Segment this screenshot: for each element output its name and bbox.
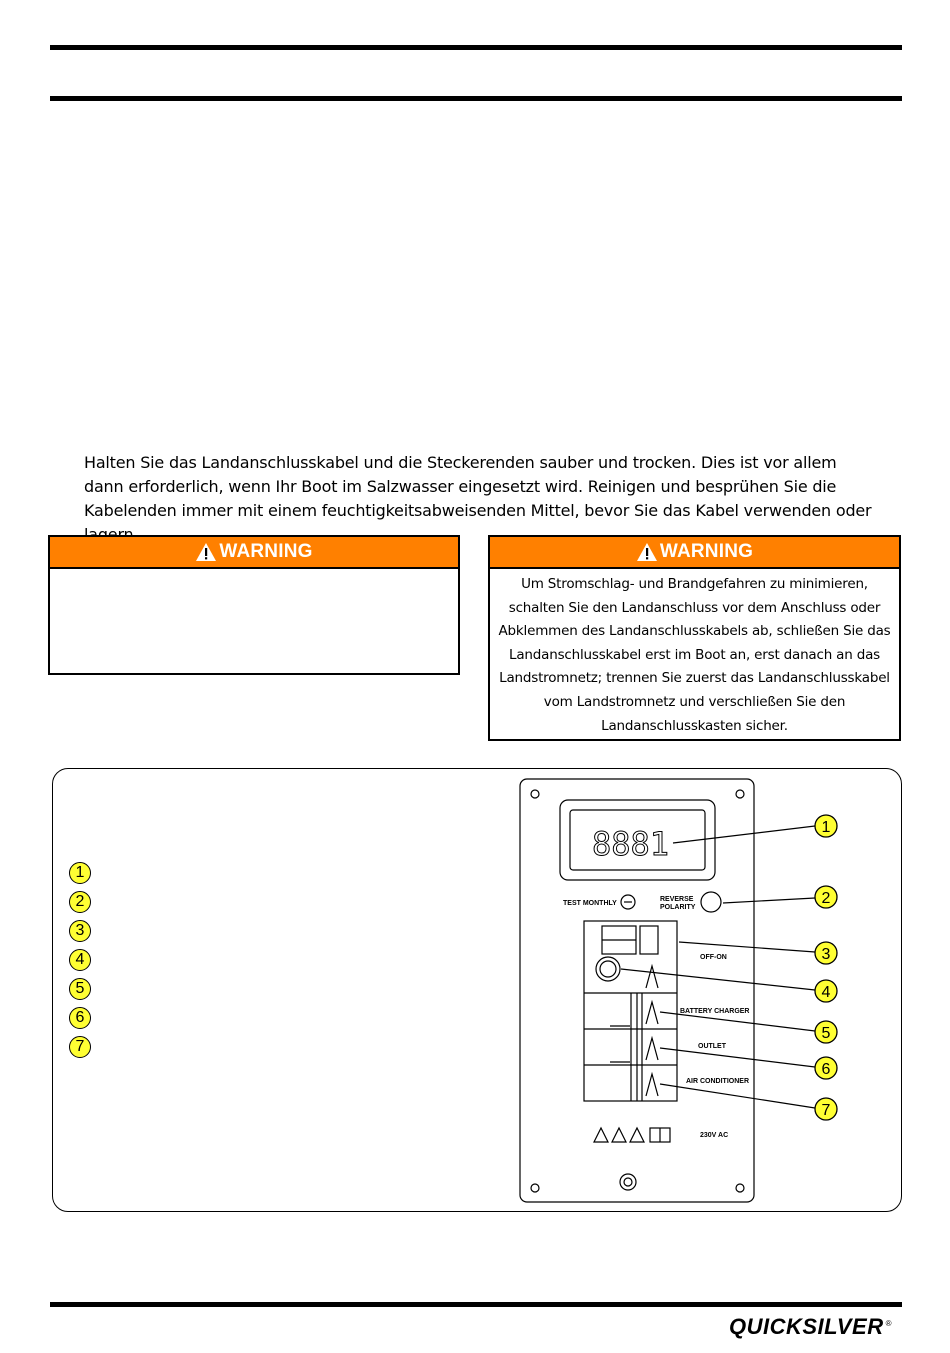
legend-badge: 2 <box>69 891 91 913</box>
callout-number: 2 <box>821 890 831 907</box>
callout-number: 7 <box>821 1102 831 1119</box>
callout-7 <box>815 1098 837 1120</box>
air-conditioner-label: AIR CONDITIONER <box>686 1078 749 1085</box>
bottom-screw <box>620 1174 636 1190</box>
polarity-label: POLARITY <box>660 904 696 911</box>
callout-1 <box>815 815 837 837</box>
screw <box>736 1184 744 1192</box>
callout-5 <box>815 1021 837 1043</box>
reverse-label: REVERSE <box>660 896 694 903</box>
intro-paragraph: Halten Sie das Landanschlusskabel und die Steckerenden sauber und trocken. Dies ist vor allem dann erforderlich, wenn Ihr Boot im Salzwasser eingesetzt wird. Reinigen und besprühen Sie die Kabelenden immer mit einem feuchtigkeitsabweisenden Mittel, bevor Sie das Kabel verwenden oder <box>84 453 872 520</box>
callout-3 <box>815 942 837 964</box>
voltage-label: 230V AC <box>700 1132 729 1139</box>
screw <box>736 790 744 798</box>
screw <box>531 1184 539 1192</box>
warning-text: Um Stromschlag- und Brandgefahren zu minimieren, schalten Sie den Landanschluss vor dem Anschluss oder Abklemmen des Landanschlusskabels ab, schließen Sie das Landanschlusskabel erst im Boot an, erst danach an das Landstromnetz; trennen Sie zuerst das Landanschlusskabel vom Landstromnetz und verschließen Sie den Landanschlusskasten sicher. <box>498 576 891 734</box>
legend-badge: 7 <box>69 1036 91 1058</box>
callout-number: 1 <box>821 819 831 836</box>
legend-badge: 3 <box>69 920 91 942</box>
off-on-label: OFF-ON <box>700 954 727 961</box>
footer-rule <box>50 1302 902 1307</box>
callout-2 <box>815 886 837 908</box>
callout-number: 5 <box>821 1025 831 1042</box>
brand-name: QUICKSILVER <box>728 1314 884 1339</box>
legend-badge: 6 <box>69 1007 91 1029</box>
screw <box>531 790 539 798</box>
reverse-polarity-lamp <box>701 892 721 912</box>
outlet-label: OUTLET <box>698 1043 726 1050</box>
callout-number: 3 <box>821 946 831 963</box>
callout-4 <box>815 980 837 1002</box>
warning-label: WARNING <box>219 541 313 562</box>
test-monthly-label: TEST MONTHLY <box>563 900 617 907</box>
quicksilver-logo <box>729 1314 892 1340</box>
callout-number: 4 <box>821 984 831 1001</box>
legend-badge: 1 <box>69 862 91 884</box>
registered-mark: ® <box>885 1318 892 1328</box>
callout-number: 6 <box>821 1061 831 1078</box>
legend-badge: 4 <box>69 949 91 971</box>
battery-charger-label: BATTERY CHARGER <box>680 1008 750 1015</box>
callout-6 <box>815 1057 837 1079</box>
legend-badge: 5 <box>69 978 91 1000</box>
meter-display-text: 8881 <box>592 825 670 863</box>
warning-label: WARNING <box>659 541 754 562</box>
